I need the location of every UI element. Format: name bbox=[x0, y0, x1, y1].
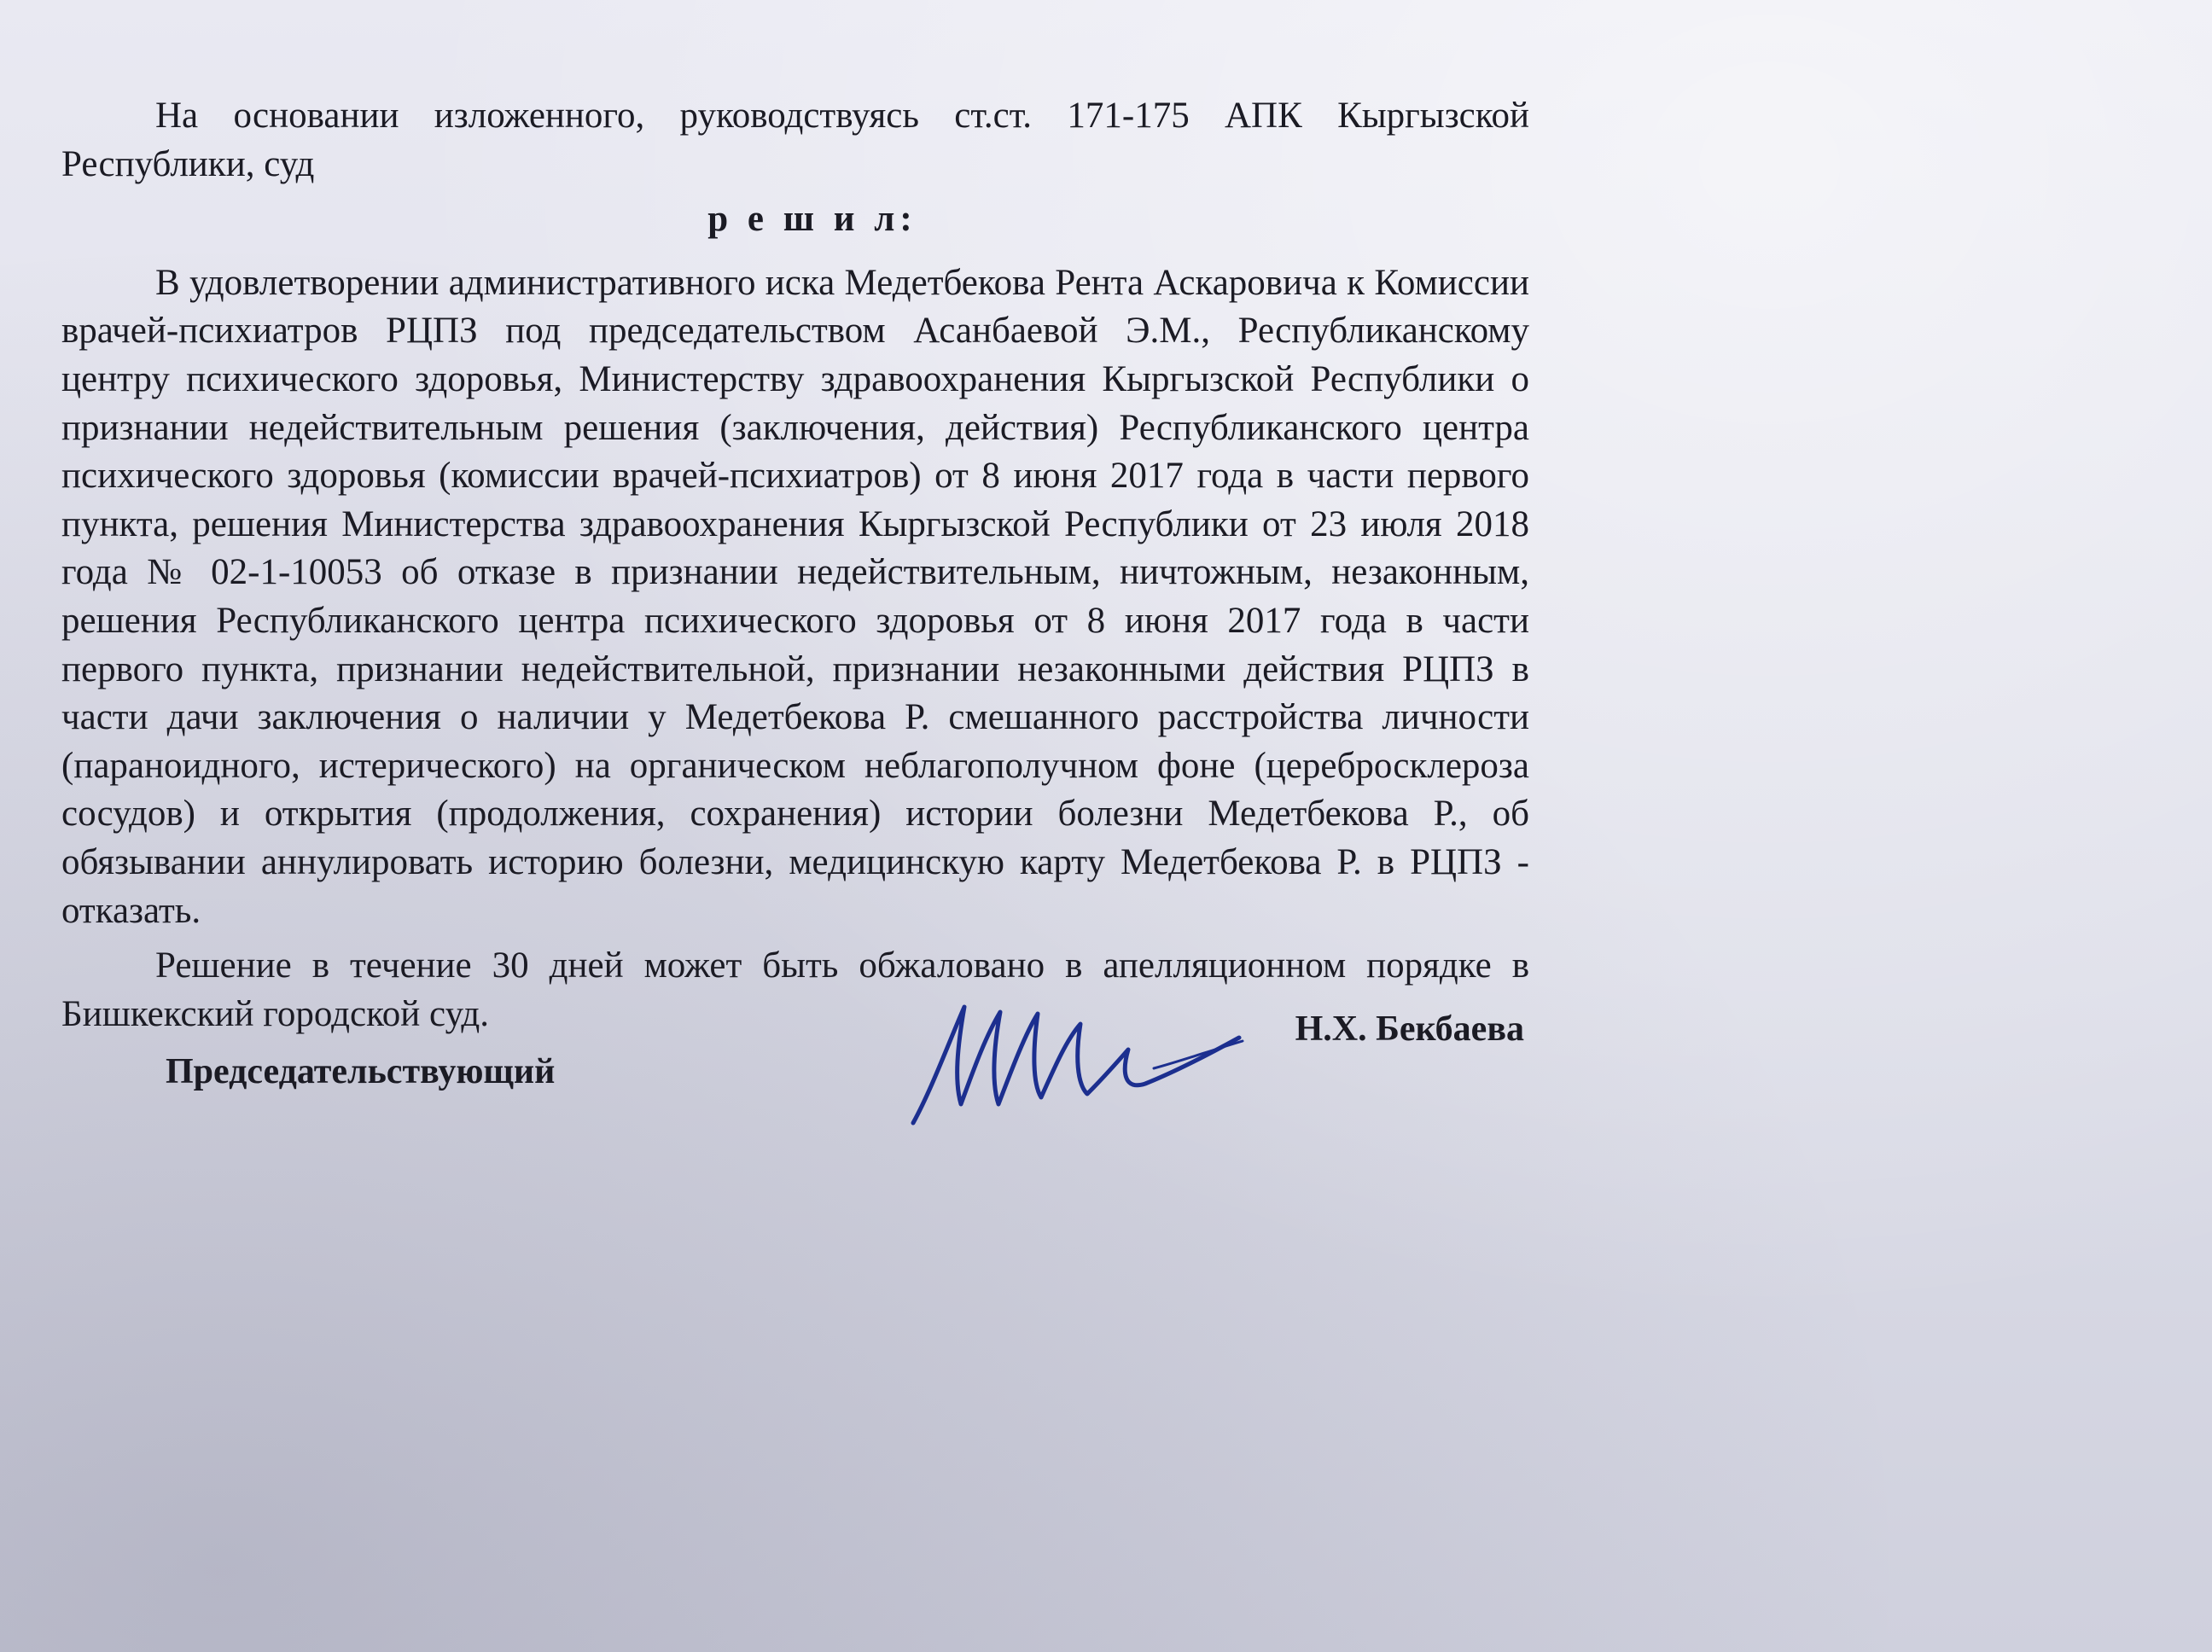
decision-text bbox=[61, 92, 1529, 1038]
decision-heading: р е ш и л: bbox=[707, 199, 917, 240]
handwritten-signature bbox=[898, 995, 1256, 1131]
judge-name: Н.Х. Бекбаева bbox=[1295, 1009, 1524, 1049]
intro-paragraph: На основании изложенного, руководствуясь ст.ст. 171-175 АПК Кыргызской Республики, суд bbox=[61, 96, 1529, 184]
appeal-paragraph: Решение в течение 30 дней может быть обжаловано в апелляционном порядке в Бишкекский городской суд. bbox=[61, 945, 1529, 1034]
ruling-paragraph: В удовлетворении административного иска Медетбекова Рента Аскаровича к Комиссии врачей-психиатров РЦПЗ под председательством Асанбаевой Э.М., Республиканскому центру психического здоровья, Министерству здравоохранения Кыргызской Республики о признании недействительным решения (заключения, действия) Республиканского центра психического здоровья (комиссии врачей-психиатров) от 8 июня 2017 года в части первого пункта, решения Министерства здравоохранения Кыргызской Республики от 23 июля 2018 года № 02-1-10053 об отказе в признании недействительным, ничтожным, незаконным, решения Республиканского центра психического здоровья от 8 июня 2017 года в части первого пункта, признании недействительной, признании незаконными действия РЦПЗ в части дачи заключения о наличии у Медетбекова Р. смешанного расстройства личности (параноидного, истерического) на органическом неблагополучном фоне (церебросклероза сосудов) и открытия (продолжения, сохранения) истории болезни Медетбекова Р., об обязывании аннулировать историю болезни, медицинскую карту Медетбекова Р. в РЦПЗ - отказать. bbox=[61, 262, 1529, 931]
signature-block bbox=[61, 1007, 1529, 1143]
presiding-judge-label: Председательствующий bbox=[166, 1052, 556, 1091]
